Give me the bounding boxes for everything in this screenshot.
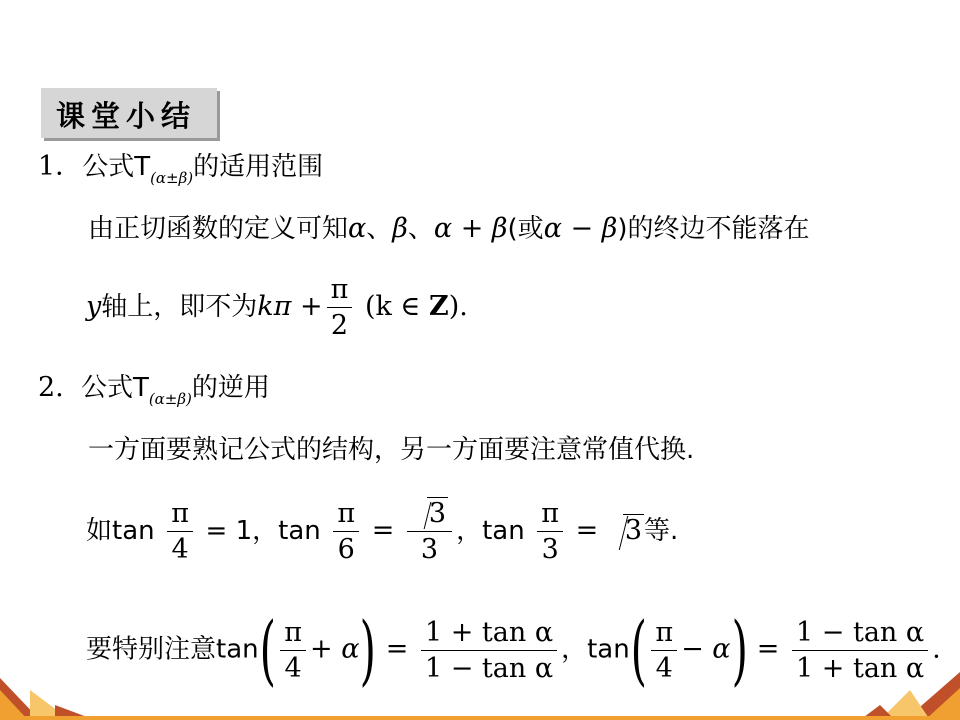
bottom-left-triangles: [0, 678, 95, 720]
frac-den: 4: [167, 531, 193, 563]
frac-den: 2: [327, 307, 353, 339]
frac-den: 3: [407, 531, 452, 563]
frac-num: π: [541, 498, 560, 529]
frac-den: 3: [537, 531, 563, 563]
item1-line1-tail: )的终边不能落在: [617, 214, 810, 244]
frac-num: π: [330, 274, 349, 305]
math-k-in: (k ∈: [364, 291, 429, 322]
math-alpha: α: [348, 213, 367, 244]
equals-one: = 1，tan: [205, 516, 321, 546]
item2-title-prefix: 公式T: [80, 373, 149, 403]
period: .: [932, 633, 941, 665]
equals: =: [371, 515, 395, 546]
item2-line2-tail: 等.: [644, 516, 679, 546]
separator-tan: ，tan: [456, 516, 525, 546]
frac-den: 4: [280, 650, 306, 682]
math-Z: Z: [428, 291, 449, 322]
item2-subscript: (α±β): [148, 390, 192, 408]
item2-number: 2.: [38, 372, 64, 403]
math-beta: β: [392, 213, 408, 244]
math-y: y: [86, 291, 102, 322]
frac-num: π: [284, 616, 303, 648]
frac-num: 1 + tan α: [424, 616, 554, 648]
item2-line3-prefix: 要特别注意tan: [86, 634, 259, 665]
section-heading: 课堂小结: [56, 99, 197, 133]
item1-title-prefix: 公式T: [82, 152, 151, 182]
frac-num: π: [171, 498, 189, 529]
math-kpi: kπ +: [257, 291, 323, 322]
item1-number: 1．: [38, 151, 83, 182]
equals: =: [756, 633, 780, 665]
item1-title-suffix: 的适用范围: [193, 152, 324, 182]
frac-den: 1 − tan α: [421, 650, 557, 682]
radicand: 3: [428, 498, 447, 529]
left-paren: (: [259, 605, 276, 694]
item2-title-suffix: 的逆用: [191, 373, 270, 403]
plus-alpha: + α: [310, 633, 360, 665]
frac-num: π: [655, 616, 674, 648]
frac-den: 6: [333, 531, 359, 563]
frac-num: 1 − tan α: [796, 616, 925, 648]
math-alpha-minus-beta: α − β: [543, 213, 618, 244]
separator: 、: [366, 214, 393, 244]
equals: =: [385, 633, 409, 665]
separator-tan: ，tan: [561, 634, 630, 665]
item1-subscript: (α±β): [150, 169, 194, 187]
item2-line1-text: 一方面要熟记公式的结构，另一方面要注意常值代换.: [88, 435, 695, 465]
math-close: ).: [448, 291, 468, 322]
right-paren: ): [360, 605, 377, 694]
left-paren: (: [630, 605, 647, 694]
bottom-strip: [0, 716, 960, 720]
minus-alpha: − α: [681, 633, 731, 665]
frac-num: π: [337, 498, 356, 529]
bottom-right-triangles: [860, 672, 960, 720]
radicand: 3: [624, 515, 643, 546]
equals: =: [575, 515, 599, 546]
frac-den: 1 + tan α: [792, 650, 928, 682]
item1-line1-text: 由正切函数的定义可知: [88, 214, 349, 244]
frac-den: 4: [651, 650, 677, 682]
paren-text: (或: [507, 214, 544, 244]
math-alpha-plus-beta: α + β: [433, 213, 508, 244]
item2-line2-prefix: 如tan: [86, 516, 155, 546]
separator: 、: [407, 214, 434, 244]
right-paren: ): [731, 605, 748, 694]
item1-line2-text: 轴上，即不为: [101, 292, 258, 322]
